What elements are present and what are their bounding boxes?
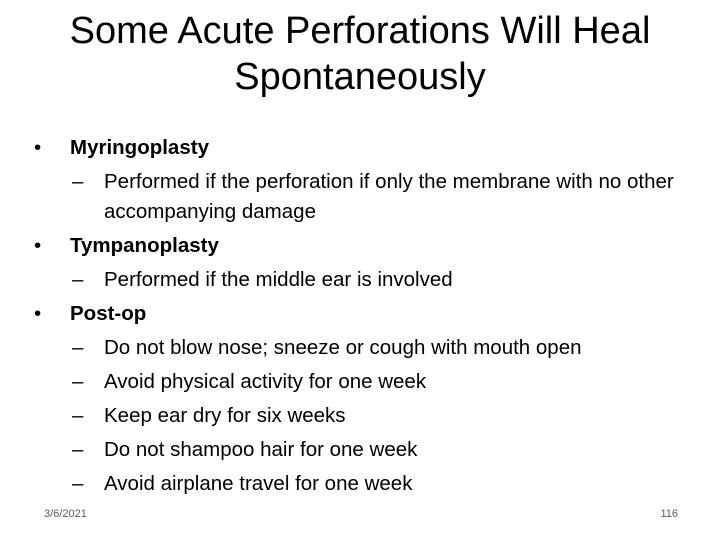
sub-bullet	[34, 399, 714, 433]
slide-title-line-2: Spontaneously	[234, 56, 486, 98]
bullet-icon: •	[34, 234, 42, 257]
bullet-post-op	[34, 297, 714, 331]
sub-bullet-text: Performed if the middle ear is involved	[104, 268, 453, 291]
bullet-tympanoplasty	[34, 229, 714, 263]
slide-title	[20, 8, 700, 100]
bullet-icon: •	[34, 302, 42, 325]
sub-bullet-text: Do not shampoo hair for one week	[104, 438, 418, 461]
sub-bullet	[34, 331, 714, 365]
dash-icon: –	[72, 404, 84, 427]
bullet-icon: •	[34, 136, 42, 159]
sub-bullet	[34, 165, 714, 229]
dash-icon: –	[72, 336, 84, 359]
sub-bullet	[34, 365, 714, 399]
dash-icon: –	[72, 268, 84, 291]
slide-title-line-1: Some Acute Perforations Will Heal	[69, 10, 651, 52]
slide-body	[34, 131, 714, 501]
bullet-heading: Tympanoplasty	[70, 234, 219, 257]
dash-icon: –	[72, 438, 84, 461]
footer-date: 3/6/2021	[44, 508, 87, 520]
sub-bullet	[34, 263, 714, 297]
bullet-heading: Myringoplasty	[70, 136, 209, 159]
bullet-myringoplasty	[34, 131, 714, 165]
sub-bullet-text: Avoid airplane travel for one week	[104, 472, 413, 495]
dash-icon: –	[72, 370, 84, 393]
dash-icon: –	[72, 170, 84, 193]
sub-bullet-text: Do not blow nose; sneeze or cough with mouth open	[104, 336, 582, 359]
sub-bullet-text: Keep ear dry for six weeks	[104, 404, 346, 427]
sub-bullet-text: Performed if the perforation if only the membrane with no other accompanying damage	[104, 170, 674, 223]
sub-bullet-text: Avoid physical activity for one week	[104, 370, 427, 393]
sub-bullet	[34, 433, 714, 467]
dash-icon: –	[72, 472, 84, 495]
bullet-heading: Post-op	[70, 302, 147, 325]
sub-bullet	[34, 467, 714, 501]
page-number: 116	[660, 508, 678, 520]
